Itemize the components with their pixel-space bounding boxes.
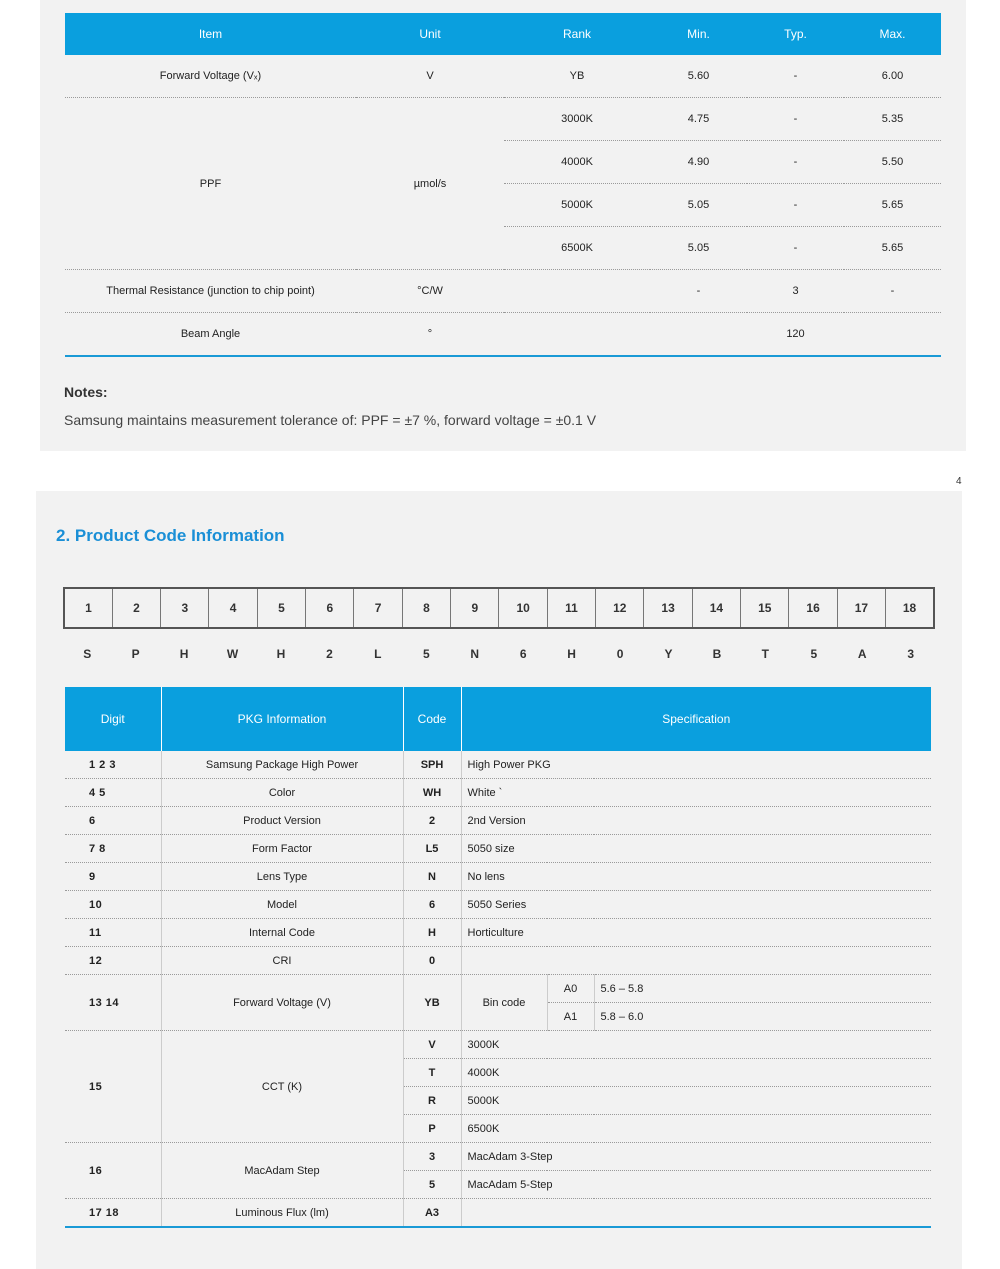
notes-text: Samsung maintains measurement tolerance of: PPF = ±7 %, forward voltage = ±0.1 V	[64, 412, 597, 428]
flux-spec	[461, 1199, 931, 1228]
row-digit: 9	[65, 863, 161, 891]
page-number: 4	[956, 476, 962, 487]
vf-info: Forward Voltage (V)	[161, 975, 403, 1031]
code-letter: H	[276, 647, 286, 661]
thermal-item: Thermal Resistance (junction to chip point)	[65, 270, 356, 313]
row-digit: 12	[65, 947, 161, 975]
cct-spec: 4000K	[461, 1059, 931, 1087]
row-digit: 10	[65, 891, 161, 919]
digit-box: 2	[112, 588, 160, 628]
code-letter: 2	[326, 647, 333, 661]
row-spec: 5050 size	[461, 835, 931, 863]
table-row	[65, 751, 931, 779]
digit-position-boxes	[63, 587, 935, 629]
row-spec: White `	[461, 779, 931, 807]
vf-item: Forward Voltage (Vₓ)	[65, 55, 356, 98]
thermal-max: -	[844, 270, 941, 313]
ppf-min: 5.05	[650, 184, 747, 227]
ppf-typ: -	[747, 227, 844, 270]
bin-code-label: Bin code	[461, 975, 547, 1031]
thermal-rank	[504, 270, 650, 313]
ppf-max: 5.65	[844, 184, 941, 227]
row-code: 0	[403, 947, 461, 975]
header-code: Code	[403, 687, 461, 751]
row-info: Form Factor	[161, 835, 403, 863]
code-letter: Y	[664, 647, 673, 661]
row-code: 2	[403, 807, 461, 835]
row-info: Color	[161, 779, 403, 807]
code-letter: 5	[810, 647, 818, 661]
vf-code: YB	[403, 975, 461, 1031]
digit-box: 15	[741, 588, 789, 628]
code-letter: B	[712, 647, 722, 661]
section-title: 2. Product Code Information	[56, 526, 285, 545]
row-code: H	[403, 919, 461, 947]
bin-range: 5.8 – 6.0	[594, 1003, 931, 1031]
cct-code: T	[403, 1059, 461, 1087]
row-spec: 2nd Version	[461, 807, 931, 835]
code-letter: N	[470, 647, 480, 661]
cct-code: V	[403, 1031, 461, 1059]
code-letter: 6	[519, 647, 527, 661]
table-row	[65, 807, 931, 835]
cct-spec: 5000K	[461, 1087, 931, 1115]
row-code: L5	[403, 835, 461, 863]
thermal-min: -	[650, 270, 747, 313]
ppf-rank: 4000K	[504, 141, 650, 184]
ppf-rank: 3000K	[504, 98, 650, 141]
vf-min: 5.60	[650, 55, 747, 98]
digit-box: 9	[451, 588, 499, 628]
header-typ: Typ.	[747, 13, 844, 55]
row-spec: Horticulture	[461, 919, 931, 947]
digit-box: 8	[402, 588, 450, 628]
row-spec: 5050 Series	[461, 891, 931, 919]
code-letter: A	[857, 647, 867, 661]
macadam-code: 3	[403, 1143, 461, 1171]
row-info: Lens Type	[161, 863, 403, 891]
row-info: Samsung Package High Power	[161, 751, 403, 779]
flux-code: A3	[403, 1199, 461, 1228]
code-letter: H	[179, 647, 189, 661]
row-digit: 6	[65, 807, 161, 835]
ppf-rank: 6500K	[504, 227, 650, 270]
vf-typ: -	[747, 55, 844, 98]
ppf-max: 5.35	[844, 98, 941, 141]
header-rank: Rank	[504, 13, 650, 55]
pkg-information-table	[65, 687, 931, 1228]
table-row	[65, 779, 931, 807]
header-max: Max.	[844, 13, 941, 55]
row-digit: 11	[65, 919, 161, 947]
table-row	[65, 947, 931, 975]
digit-box: 16	[789, 588, 837, 628]
row-info: Product Version	[161, 807, 403, 835]
digit-box: 12	[596, 588, 644, 628]
row-spec: High Power PKG	[461, 751, 931, 779]
ppf-min: 5.05	[650, 227, 747, 270]
table-row	[65, 1199, 931, 1228]
beam-unit: °	[356, 313, 504, 357]
row-digit: 4 5	[65, 779, 161, 807]
macadam-digit: 16	[65, 1143, 161, 1199]
table-row	[65, 55, 941, 98]
notes-title: Notes:	[64, 384, 108, 400]
vf-max: 6.00	[844, 55, 941, 98]
digit-box: 7	[354, 588, 402, 628]
beam-item: Beam Angle	[65, 313, 356, 357]
table-row	[65, 891, 931, 919]
table-row	[65, 863, 931, 891]
table-row	[65, 270, 941, 313]
digit-box: 6	[306, 588, 354, 628]
ppf-rank: 5000K	[504, 184, 650, 227]
row-digit: 7 8	[65, 835, 161, 863]
macadam-spec: MacAdam 5-Step	[461, 1171, 931, 1199]
digit-box: 4	[209, 588, 257, 628]
header-item: Item	[65, 13, 356, 55]
code-letter: T	[761, 647, 770, 661]
flux-digit: 17 18	[65, 1199, 161, 1228]
code-letter: H	[567, 647, 576, 661]
digit-box: 3	[161, 588, 209, 628]
header-unit: Unit	[356, 13, 504, 55]
ppf-typ: -	[747, 98, 844, 141]
vf-unit: V	[356, 55, 504, 98]
code-letter: 3	[907, 647, 915, 661]
row-spec: No lens	[461, 863, 931, 891]
ppf-max: 5.50	[844, 141, 941, 184]
table-row	[65, 1031, 931, 1059]
thermal-typ: 3	[747, 270, 844, 313]
digit-box: 13	[644, 588, 692, 628]
bin-code: A0	[547, 975, 594, 1003]
row-code: SPH	[403, 751, 461, 779]
cct-spec: 3000K	[461, 1031, 931, 1059]
row-code: 6	[403, 891, 461, 919]
code-letter: W	[226, 647, 239, 661]
header-specification: Specification	[461, 687, 931, 751]
row-code: N	[403, 863, 461, 891]
table-row	[65, 835, 931, 863]
digit-box: 1	[64, 588, 112, 628]
cct-code: P	[403, 1115, 461, 1143]
table-row	[65, 919, 931, 947]
cct-info: CCT (K)	[161, 1031, 403, 1143]
product-code-letters	[63, 645, 935, 663]
bin-code: A1	[547, 1003, 594, 1031]
code-letter: P	[131, 647, 140, 661]
digit-box: 18	[886, 588, 934, 628]
macadam-spec: MacAdam 3-Step	[461, 1143, 931, 1171]
code-letter: 5	[422, 647, 430, 661]
ppf-max: 5.65	[844, 227, 941, 270]
digit-box: 11	[547, 588, 595, 628]
vf-rank: YB	[504, 55, 650, 98]
digit-box: 5	[257, 588, 305, 628]
ppf-item: PPF	[65, 98, 356, 270]
thermal-unit: °C/W	[356, 270, 504, 313]
ppf-unit: µmol/s	[356, 98, 504, 270]
digit-box: 14	[692, 588, 740, 628]
electrical-characteristics-table	[65, 13, 941, 357]
beam-typ: 120	[747, 313, 844, 357]
header-pkg-info: PKG Information	[161, 687, 403, 751]
macadam-code: 5	[403, 1171, 461, 1199]
cct-spec: 6500K	[461, 1115, 931, 1143]
beam-max	[844, 313, 941, 357]
row-spec	[461, 947, 931, 975]
ppf-min: 4.90	[650, 141, 747, 184]
digit-box: 10	[499, 588, 547, 628]
row-digit: 1 2 3	[65, 751, 161, 779]
bin-range: 5.6 – 5.8	[594, 975, 931, 1003]
ppf-typ: -	[747, 141, 844, 184]
header-digit: Digit	[65, 687, 161, 751]
vf-digit: 13 14	[65, 975, 161, 1031]
row-info: CRI	[161, 947, 403, 975]
beam-min	[650, 313, 747, 357]
header-min: Min.	[650, 13, 747, 55]
table-row	[65, 313, 941, 357]
macadam-info: MacAdam Step	[161, 1143, 403, 1199]
ppf-typ: -	[747, 184, 844, 227]
code-letter: 0	[616, 647, 624, 661]
flux-info: Luminous Flux (lm)	[161, 1199, 403, 1228]
code-letter: L	[374, 647, 382, 661]
table-row	[65, 1143, 931, 1171]
ppf-min: 4.75	[650, 98, 747, 141]
table-row	[65, 975, 931, 1003]
digit-box: 17	[837, 588, 885, 628]
cct-digit: 15	[65, 1031, 161, 1143]
row-info: Model	[161, 891, 403, 919]
beam-rank	[504, 313, 650, 357]
cct-code: R	[403, 1087, 461, 1115]
row-code: WH	[403, 779, 461, 807]
row-info: Internal Code	[161, 919, 403, 947]
table-row	[65, 98, 941, 141]
code-letter: S	[83, 647, 92, 661]
